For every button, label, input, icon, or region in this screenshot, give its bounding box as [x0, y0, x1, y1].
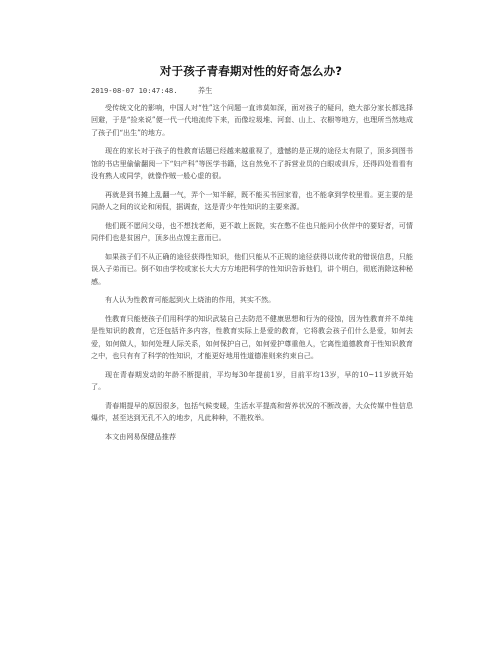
paragraph-1: 受传统文化的影响，中国人对“性”这个问题一直讳莫如深，面对孩子的疑问，绝大部分家长都选择回避，于是“捡来说”便一代一代地流传下来，而像垃圾堆、河套、山上、衣橱等地方，也理所当然地成了孩子们“出生”的地方。 — [91, 103, 413, 137]
publish-date: 2019-08-07 10:47:48. — [91, 86, 178, 95]
article-title: 对于孩子青春期对性的好奇怎么办? — [159, 64, 343, 78]
source-note: 本文由网易保健品推荐 — [105, 432, 176, 442]
author-name: 养生 — [197, 86, 213, 95]
article-meta — [91, 86, 212, 96]
paragraph-7: 性教育只能使孩子们用科学的知识武装自己去防范不健康思想和行为的侵蚀，因为性教育并不单纯是性知识的教育，它还包括许多内容，性教育实际上是爱的教育，它将教会孩子们什么是爱，如何去爱，如何做人，如何处理人际关系，如何保护自己，如何爱护尊重他人，它离性道德教育于性知识教育之中，也只有有了科学的性知识，才能更好地用性道德准则来约束自己。 — [91, 314, 413, 361]
article-body — [91, 102, 413, 450]
paragraph-5: 如果孩子们不从正确的途径获得性知识，他们只能从不正规的途径获得以讹传讹的错误信息，只能误入子弟而已。倒不如由学校或家长大大方方地把科学的性知识告诉他们，讲个明白，彻底消除这种秘感。 — [91, 251, 413, 286]
paragraph-6: 有人认为性教育可能起到火上烧油的作用，其实不然。 — [105, 295, 276, 305]
paragraph-8: 现在青春期发动的年龄不断提前，平均每30年提前1岁，目前平均13岁，早的10~11岁就开始了。 — [91, 369, 413, 392]
paragraph-2: 现在的家长对于孩子的性教育话题已经越来越重视了，遗憾的是正规的途径太有限了，顶多到图书馆的书店里偷偷翻阅一下“妇产科”等医学书籍，这自然免不了拆营业员的白眼或训斥，还得四处看看有没有熟人或同学，就像作贼一般心虚的很。 — [91, 146, 413, 180]
paragraph-3: 再就是到书摊上乱翻一气，弄个一知半解，既不能买书回家看，也不能拿到学校里看。更主要的是同龄人之间的议论和闲侃，据调查，这是青少年性知识的主要来源。 — [91, 189, 413, 212]
paragraph-9: 青春期提早的原因很多，包括气候变暖，生活水平提高和营养状况的不断改善，大众传媒中性信息爆炸，甚至达到无孔不入的地步，凡此种种，不胜枚举。 — [91, 400, 413, 423]
paragraph-4: 他们既不愿问父母，也不想找老师，更不敢上医院，实在憋不住也只能问小伙伴中的要好者，可情同伴们也是贫困户，顶多出点馊主意而已。 — [91, 220, 413, 243]
